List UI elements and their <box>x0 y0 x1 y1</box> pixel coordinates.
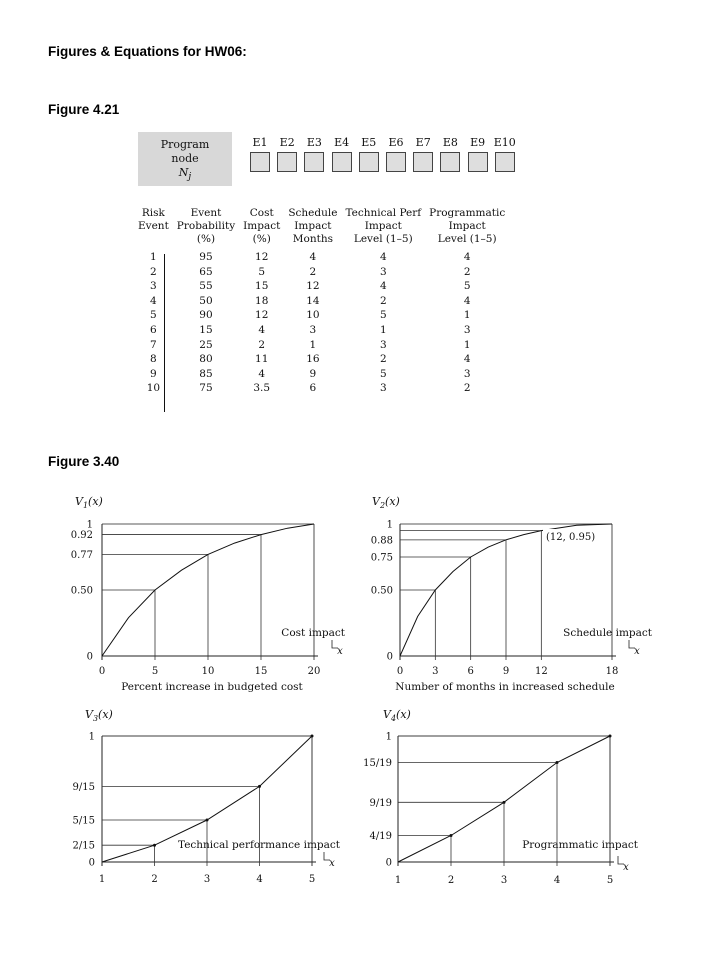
table-cell: 3 <box>379 382 387 395</box>
table-cell: 2 <box>379 294 387 307</box>
program-node-line1: Program <box>160 138 210 151</box>
header-risk-event: Risk Event <box>138 207 169 232</box>
table-cell: 8 <box>150 353 157 366</box>
y-tick-label: 1 <box>86 519 93 531</box>
table-cell: 90 <box>199 309 213 322</box>
table-cell: 3 <box>463 323 471 336</box>
table-cell: 15 <box>255 280 269 293</box>
table-cell: 2 <box>150 265 157 278</box>
x-tick-label: 0 <box>396 666 404 677</box>
x-axis-title: Percent increase in budgeted cost <box>121 681 303 693</box>
table-cell: 10 <box>146 382 161 395</box>
figure-3-40-heading: Figure 3.40 <box>48 454 120 469</box>
event-label-7: E7 <box>415 136 431 149</box>
x-tick-label: 3 <box>203 874 211 885</box>
event-label-4: E4 <box>334 136 350 149</box>
y-axis-title-sub: 1 <box>82 501 89 510</box>
y-tick-label: 0 <box>88 857 95 869</box>
table-cell: 3 <box>463 367 471 380</box>
table-cell: 2 <box>379 353 387 366</box>
page-title: Figures & Equations for HW06: <box>48 44 247 59</box>
y-axis-title <box>75 495 103 510</box>
y-tick-label: 2/15 <box>72 840 95 852</box>
y-axis-title <box>85 708 113 723</box>
x-tick-label: 1 <box>394 875 402 886</box>
header-event-probability: Event Probability (%) <box>176 207 236 245</box>
table-cell: 3.5 <box>253 382 271 395</box>
table-cell: 85 <box>199 367 213 380</box>
y-axis-title <box>383 708 411 723</box>
y-axis-title-main: V <box>75 495 83 508</box>
y-tick-label: 0 <box>386 651 393 663</box>
y-axis-title-suffix: (x) <box>385 495 400 508</box>
y-tick-label: 0.92 <box>70 530 93 542</box>
table-cell: 12 <box>255 251 269 263</box>
table-cell: 5 <box>463 280 471 293</box>
table-cell: 14 <box>306 294 320 307</box>
chart-2 <box>371 495 653 693</box>
table-cell: 4 <box>463 353 471 366</box>
x-tick-label: 20 <box>307 666 321 677</box>
chart-3 <box>73 708 341 885</box>
table-cell: 11 <box>255 353 269 366</box>
y-axis-title-sub: 4 <box>390 714 397 723</box>
x-tick-label: 0 <box>98 666 106 677</box>
x-tick-label: 5 <box>606 875 614 886</box>
table-cell: 9 <box>309 367 317 380</box>
x-tick-label: 18 <box>605 666 619 677</box>
x-symbol: x <box>634 646 640 657</box>
event-label-1: E1 <box>252 136 268 149</box>
y-axis-title-sub: 3 <box>92 714 99 723</box>
y-tick-label: 0.77 <box>70 549 93 561</box>
y-tick-label: 0.50 <box>370 585 393 597</box>
table-cell: 4 <box>379 251 387 263</box>
x-tick-label: 4 <box>256 874 263 885</box>
y-tick-label: 1 <box>385 731 392 743</box>
chart-1 <box>71 495 346 693</box>
event-label-6: E6 <box>388 136 404 149</box>
table-cell: 4 <box>258 323 266 336</box>
table-cell: 7 <box>150 338 157 351</box>
table-cell: 2 <box>309 265 317 278</box>
table-cell: 10 <box>306 309 320 322</box>
header-cost-impact: Cost Impact (%) <box>243 207 281 245</box>
y-axis-title-suffix: (x) <box>88 495 103 508</box>
y-axis-title-suffix: (x) <box>98 708 113 721</box>
table-cell: 9 <box>150 367 157 380</box>
table-cell: 1 <box>463 338 471 351</box>
table-cell: 25 <box>199 338 213 351</box>
event-label-10: E10 <box>493 136 516 149</box>
table-cell: 3 <box>379 338 387 351</box>
y-tick-label: 4/19 <box>369 830 392 842</box>
y-tick-label: 9/15 <box>72 781 95 793</box>
y-tick-label: 1 <box>88 731 95 743</box>
y-axis-title-sub: 2 <box>379 501 386 510</box>
x-tick-label: 2 <box>447 875 455 886</box>
table-cell: 75 <box>199 382 213 395</box>
x-symbol: x <box>329 858 335 869</box>
table-cell: 4 <box>258 367 266 380</box>
table-cell: 6 <box>150 323 157 336</box>
table-cell: 3 <box>150 280 157 293</box>
table-cell: 5 <box>379 367 387 380</box>
x-symbol: x <box>337 646 343 657</box>
x-tick-label: 1 <box>98 874 106 885</box>
table-cell: 80 <box>199 353 213 366</box>
x-tick-label: 12 <box>534 666 548 677</box>
x-tick-label: 5 <box>308 874 316 885</box>
curve-label: Schedule impact <box>563 627 652 639</box>
figure-4-21-heading: Figure 4.21 <box>48 102 120 117</box>
program-node-line3-sub: j <box>188 171 192 183</box>
table-cell: 4 <box>463 251 471 263</box>
x-tick-label: 2 <box>151 874 158 885</box>
y-axis-title-main: V <box>85 708 93 721</box>
table-cell: 18 <box>255 294 269 307</box>
table-cell: 50 <box>199 294 213 307</box>
program-node-line2: node <box>171 152 199 165</box>
y-tick-label: 0.88 <box>370 535 393 547</box>
event-label-9: E9 <box>470 136 486 149</box>
table-cell: 5 <box>379 309 387 322</box>
table-cell: 55 <box>199 280 213 293</box>
x-tick-label: 9 <box>502 666 510 677</box>
event-label-5: E5 <box>361 136 377 149</box>
table-cell: 2 <box>463 382 471 395</box>
table-cell: 12 <box>255 309 269 322</box>
x-tick-label: 4 <box>553 875 561 886</box>
table-cell: 4 <box>150 294 157 307</box>
table-cell: 2 <box>258 338 266 351</box>
table-cell: 1 <box>150 251 157 263</box>
table-cell: 1 <box>309 338 317 351</box>
y-tick-label: 1 <box>386 519 393 531</box>
y-axis-title-main: V <box>383 708 391 721</box>
y-tick-label: 5/15 <box>72 815 95 827</box>
y-tick-label: 9/19 <box>369 797 392 809</box>
table-cell: 4 <box>309 251 317 263</box>
y-tick-label: 0.50 <box>70 585 93 597</box>
x-tick-label: 6 <box>467 666 474 677</box>
y-axis-title <box>372 495 400 510</box>
header-programmatic-impact: Programmatic Impact Level (1–5) <box>429 207 506 245</box>
x-axis-title: Number of months in increased schedule <box>395 681 615 693</box>
table-cell: 12 <box>306 280 320 293</box>
table-cell: 2 <box>463 265 471 278</box>
table-cell: 4 <box>463 294 471 307</box>
table-cell: 6 <box>309 382 317 395</box>
y-tick-label: 15/19 <box>363 758 392 770</box>
x-tick-label: 15 <box>254 666 268 677</box>
point-annotation: (12, 0.95) <box>546 532 596 543</box>
x-tick-label: 10 <box>201 666 215 677</box>
curve-label: Programmatic impact <box>522 839 638 851</box>
curve-label: Cost impact <box>281 627 345 639</box>
table-cell: 15 <box>199 323 213 336</box>
table-cell: 3 <box>309 323 317 336</box>
y-axis-title-suffix: (x) <box>396 708 411 721</box>
x-tick-label: 5 <box>151 666 159 677</box>
x-tick-label: 3 <box>500 875 508 886</box>
table-cell: 3 <box>379 265 387 278</box>
x-tick-label: 3 <box>432 666 439 677</box>
table-cell: 95 <box>199 251 213 263</box>
table-cell: 65 <box>199 265 213 278</box>
program-node-line3: N <box>178 166 189 179</box>
table-cell: 16 <box>306 353 320 366</box>
table-cell: 5 <box>150 309 157 322</box>
header-technical-perf-impact: Technical Perf Impact Level (1–5) <box>345 207 422 245</box>
x-symbol: x <box>623 862 629 873</box>
table-cell: 1 <box>463 309 471 322</box>
table-cell: 5 <box>258 265 266 278</box>
chart-4 <box>363 708 639 886</box>
table-cell: 4 <box>379 280 387 293</box>
y-tick-label: 0.75 <box>370 552 393 564</box>
y-tick-label: 0 <box>385 857 392 869</box>
curve-label: Technical performance impact <box>178 839 340 851</box>
header-schedule-impact: Schedule Impact Months <box>288 207 338 245</box>
event-label-2: E2 <box>279 136 295 149</box>
y-tick-label: 0 <box>86 651 93 663</box>
event-label-8: E8 <box>442 136 458 149</box>
event-label-3: E3 <box>306 136 322 149</box>
y-axis-title-main: V <box>372 495 380 508</box>
table-cell: 1 <box>379 323 387 336</box>
